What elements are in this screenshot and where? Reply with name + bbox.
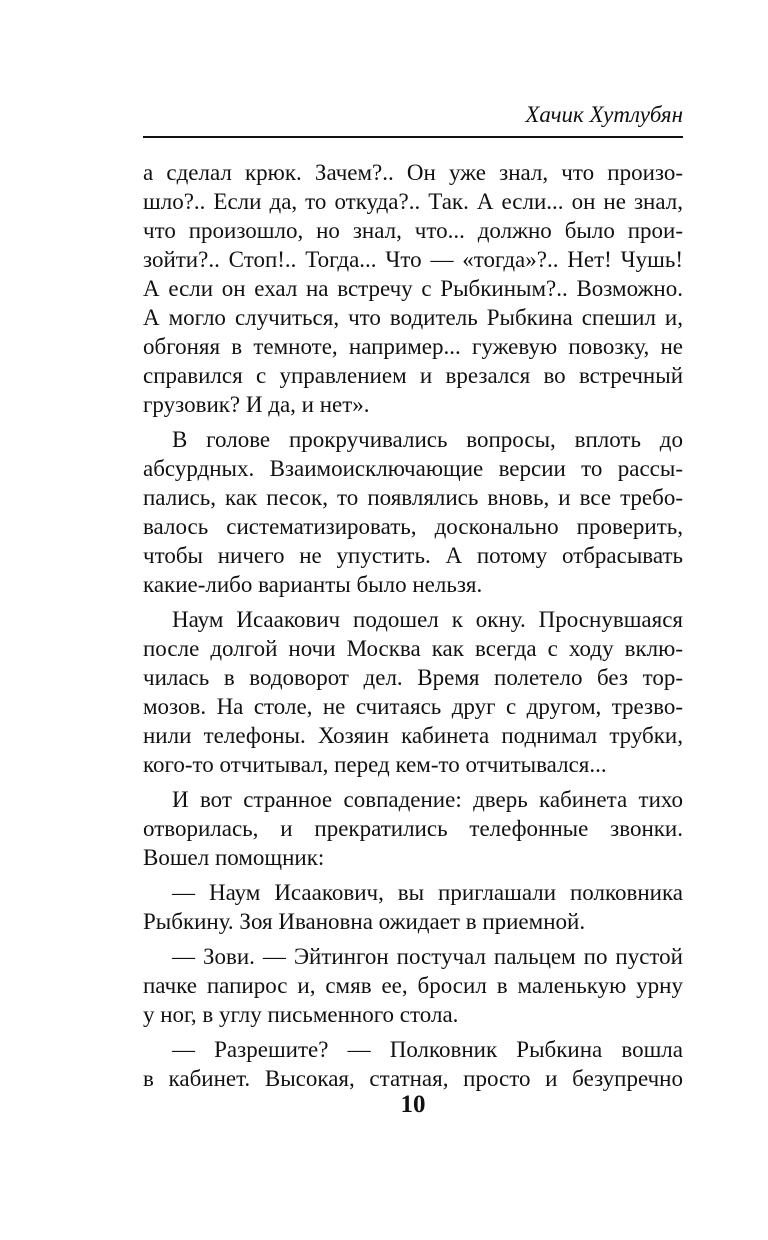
text-line: А могло случиться, что водитель Рыбкина спешил и, [143,305,683,330]
text-line: пачке папирос и, смяв ее, бросил в маленькую урну [143,973,683,998]
paragraph [143,425,683,599]
running-head-author: Хачик Хутлубян [525,102,683,127]
page-number: 10 [400,1091,426,1118]
text-line: — Разрешите? — Полковник Рыбкина вошла [172,1037,683,1062]
text-line: пались, как песок, то появлялись вновь, и все требо- [143,485,683,510]
paragraph [143,605,683,779]
text-line: что произошло, но знал, что... должно было прои- [143,218,683,243]
text-line: отворилась, и прекратились телефонные звонки. [143,816,683,841]
text-line: нили телефоны. Хозяин кабинета поднимал трубки, [143,723,683,748]
text-line: у ног, в углу письменного стола. [143,1002,459,1027]
text-line: кого-то отчитывал, перед кем-то отчитывался... [143,752,607,777]
paragraph [143,1035,683,1093]
paragraph [143,878,683,936]
text-line: мозов. На столе, не считаясь друг с другом, трезво- [143,694,683,719]
text-line: зойти?.. Стоп!.. Тогда... Что — «тогда»?.. Нет! Чушь! [143,247,683,272]
text-line: после долгой ночи Москва как всегда с ходу вклю- [143,636,683,661]
paragraph [143,942,683,1029]
text-line: чилась в водоворот дел. Время полетело без тор- [143,665,683,690]
text-line: абсурдных. Взаимоисключающие версии то рассы- [143,456,683,481]
text-line: какие-либо варианты было нельзя. [143,572,483,597]
text-line: Вошел помощник: [143,845,325,870]
text-line: В голове прокручивались вопросы, вплоть до [172,427,683,452]
text-line: чтобы ничего не упустить. А потому отбрасывать [143,543,683,568]
text-line: шло?.. Если да, то откуда?.. Так. А если... он не знал, [143,189,683,214]
body-text [143,158,683,1099]
text-line: Рыбкину. Зоя Ивановна ожидает в приемной. [143,909,586,934]
text-line: — Зови. — Эйтингон постучал пальцем по пустой [172,944,683,969]
text-line: обгоняя в темноте, например... гужевую повозку, не [143,334,683,359]
text-line: И вот странное совпадение: дверь кабинета тихо [172,787,683,812]
text-line: валось систематизировать, досконально проверить, [143,514,683,539]
text-line: — Наум Исаакович, вы приглашали полковника [172,880,683,905]
header-rule [143,136,683,138]
paragraph [143,785,683,872]
paragraph [143,158,683,419]
text-line: Наум Исаакович подошел к окну. Проснувшаяся [172,607,683,632]
text-line: в кабинет. Высокая, статная, просто и безупречно [143,1066,683,1091]
text-line: а сделал крюк. Зачем?.. Он уже знал, что произо- [143,160,683,185]
text-line: грузовик? И да, и нет». [143,392,370,417]
text-line: справился с управлением и врезался во встречный [143,363,683,388]
text-line: А если он ехал на встречу с Рыбкиным?.. Возможно. [143,276,683,301]
